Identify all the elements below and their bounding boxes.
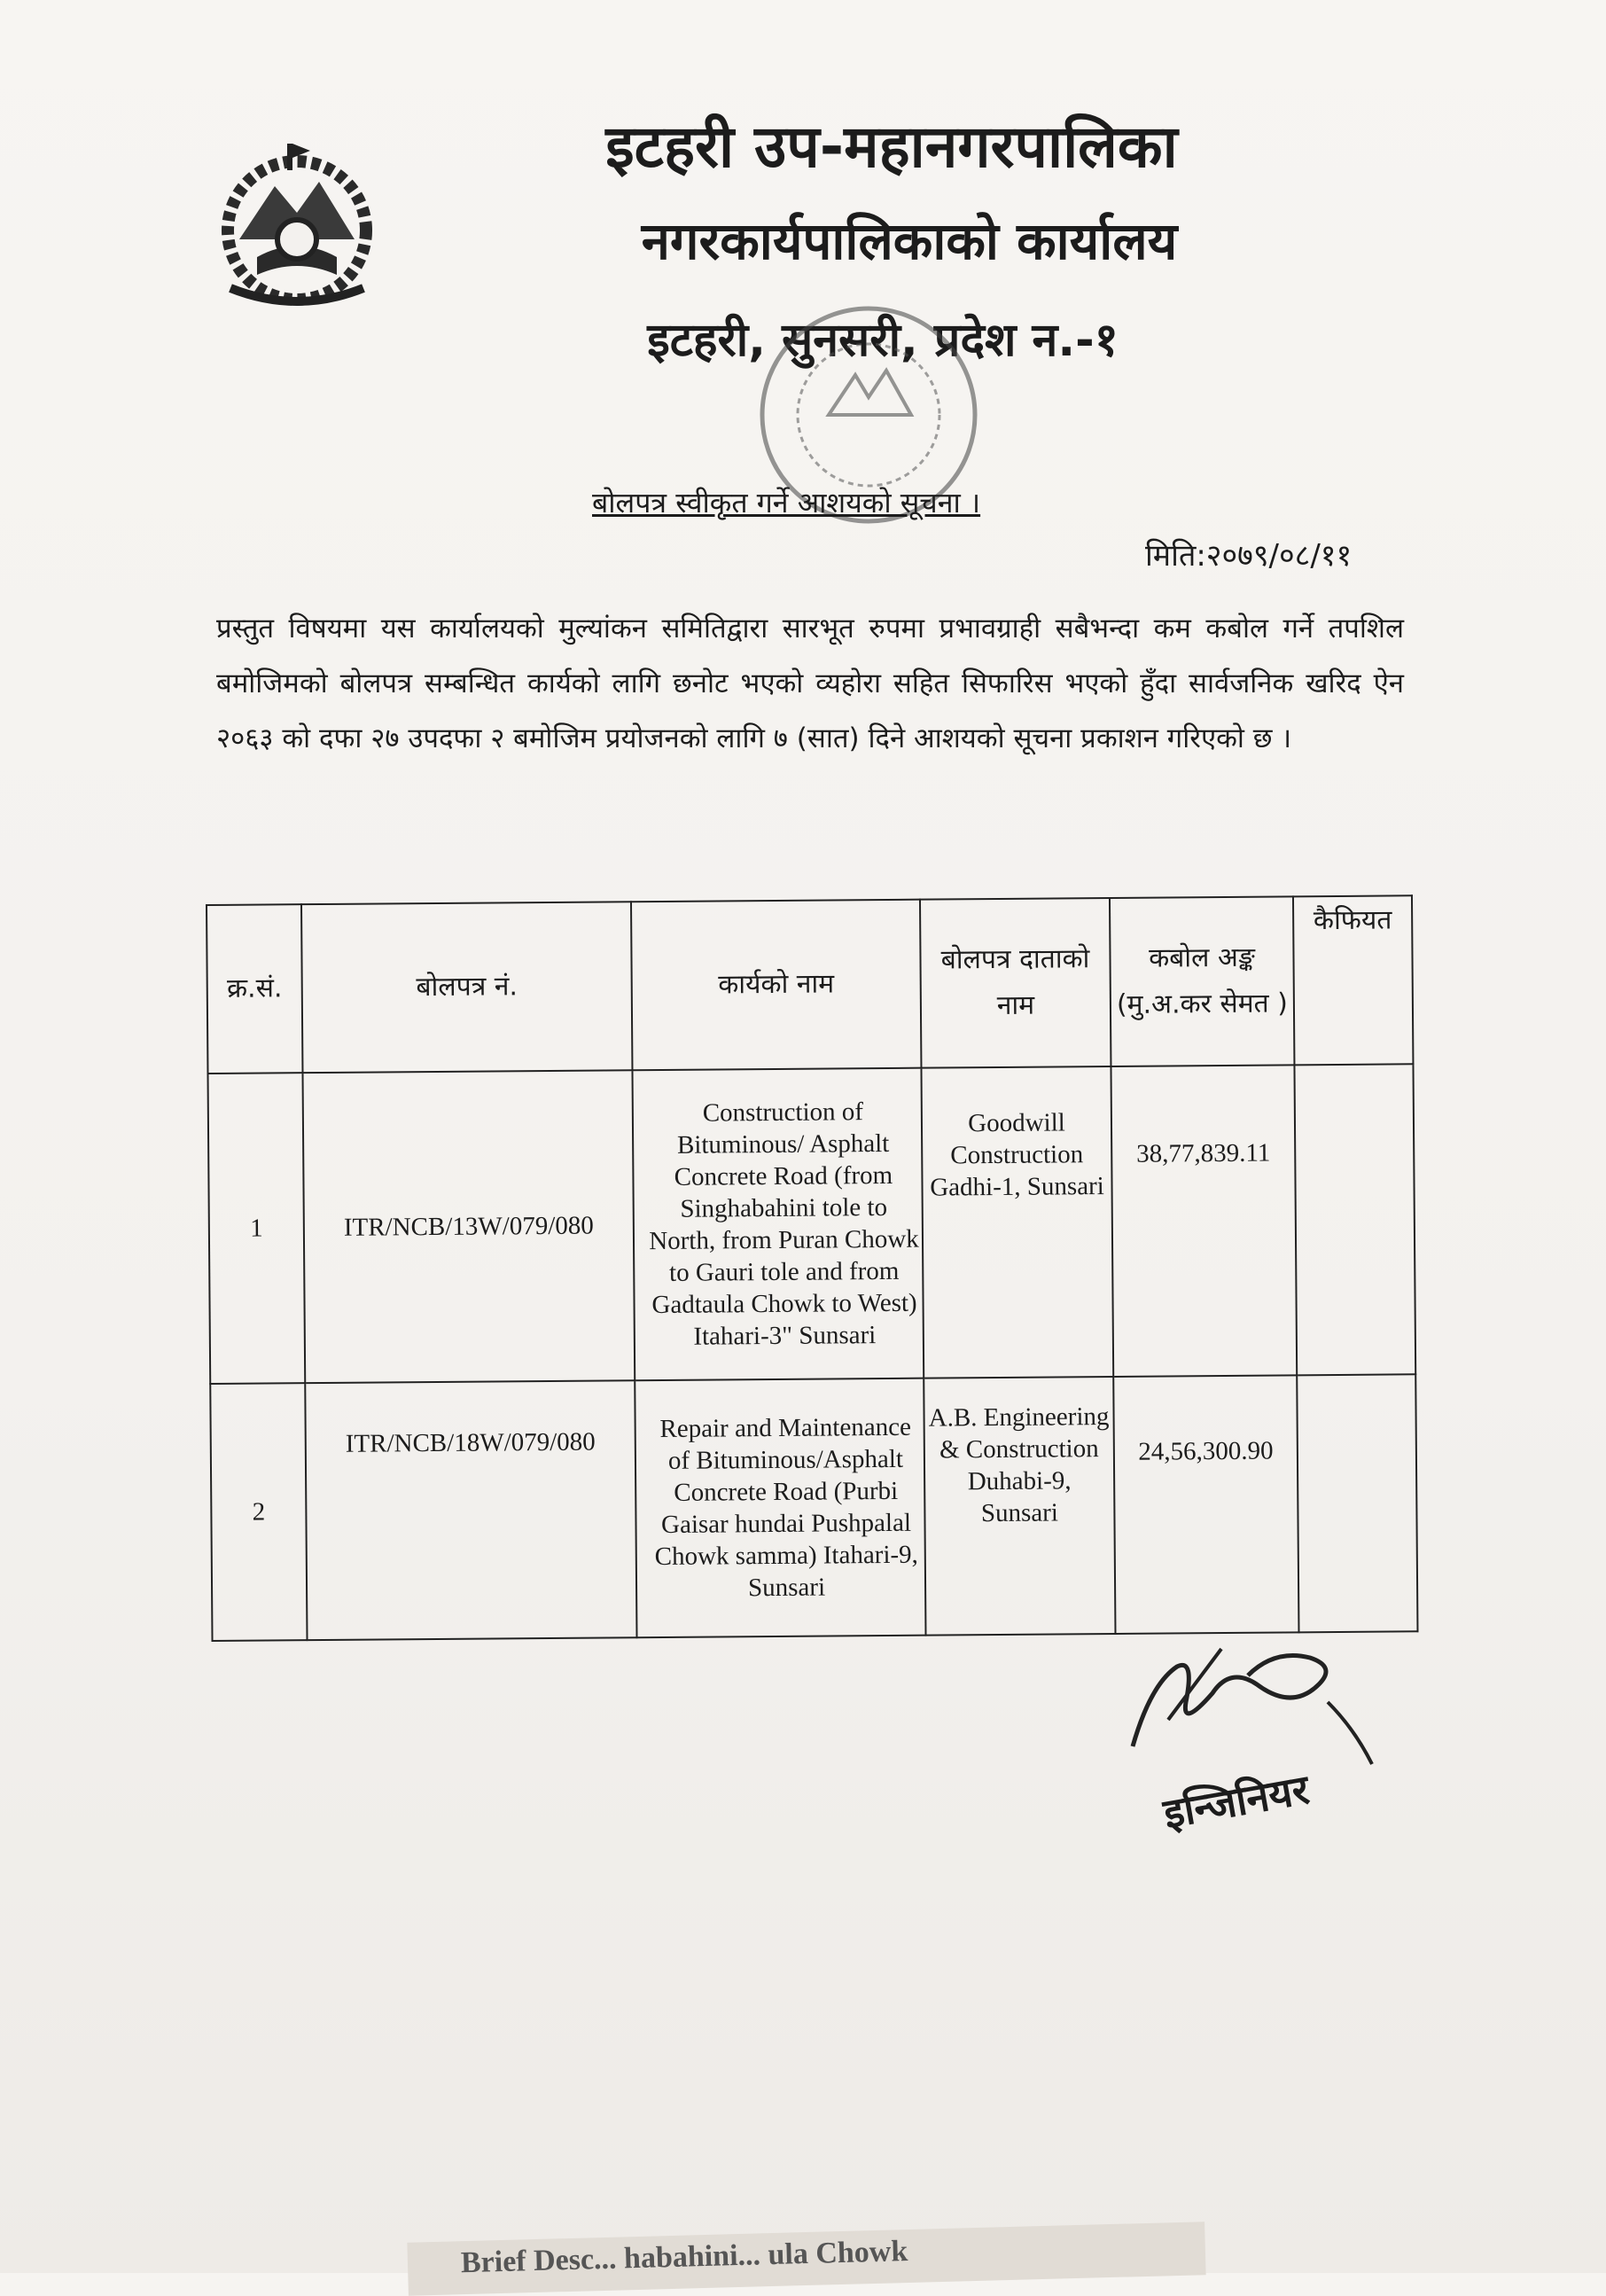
notice-date: मिति:२०७९/०८/११ [1145,538,1353,574]
row-remarks [1297,1374,1417,1632]
row-bidder: Goodwill Construction Gadhi-1, Sunsari [921,1066,1113,1378]
header-bidder: बोलपत्र दाताको नाम [920,898,1111,1068]
address-heading: इटहरी, सुनसरी, प्रदेश न.-१ [647,314,1119,367]
handwritten-signature [1115,1631,1381,1773]
row-bidder: A.B. Engineering & Construction Duhabi-9, Sunsari [924,1377,1115,1636]
row-bid-no: ITR/NCB/18W/079/080 [305,1380,636,1640]
row-sn: 1 [208,1073,306,1384]
row-work: Construction of Bituminous/ Asphalt Concrete Road (from Singhabahini tole to North, from Puran Chowk to Gauri tole and from Gadtaula Chowk to West) Itahari-3" Sunsari [632,1068,924,1381]
table-row [208,1064,1416,1384]
header-bid-no: बोलपत्र नं. [301,902,632,1073]
signatory-title: इन्जिनियर [1159,1765,1313,1838]
row-remarks [1294,1064,1415,1375]
row-bid-no: ITR/NCB/13W/079/080 [302,1070,635,1383]
row-amount: 38,77,839.11 [1111,1065,1297,1377]
table-row [210,1374,1417,1641]
table-header-row [207,895,1413,1074]
org-name-heading: इटहरी उप-महानगरपालिका [605,113,1178,181]
underlying-page-fragment [407,2222,1205,2296]
row-amount: 24,56,300.90 [1113,1375,1298,1634]
notice-subject: बोलपत्र स्वीकृत गर्ने आशयको सूचना । [592,486,981,519]
bid-table [206,894,1418,1642]
row-work: Repair and Maintenance of Bituminous/Asphalt Concrete Road (Purbi Gaisar hundai Pushpalal Chowk samma) Itahari-9, Sunsari [635,1378,925,1638]
office-heading: नगरकार्यपालिकाको कार्यालय [641,211,1178,271]
header-amount: कबोल अङ्क (मु.अ.कर सेमत ) [1110,896,1294,1066]
notice-body: प्रस्तुत विषयमा यस कार्यालयको मुल्यांकन समितिद्वारा सारभूत रुपमा प्रभावग्राही सबैभन्दा कम कबोल गर्ने तपशिल बमोजिमको बोलपत्र सम्बन्धित कार्यको लागि छनोट भएको व्यहोरा सहित सिफारिस भएको हुँदा सार्वजनिक खरिद ऐन २०६३ को दफा २७ उपदफा २ बमोजिम प्रयोजनको लागि ७ (सात) दिने आशयको सूचना प्रकाशन गरिएको छ । [216,613,1404,754]
header-remarks: कैफियत [1293,895,1413,1065]
underlying-page-text: Brief Desc... habahini... ula Chowk [460,2235,908,2280]
header-sn: क्र.सं. [207,904,302,1074]
header-work: कार्यको नाम [631,900,921,1071]
row-sn: 2 [210,1383,307,1641]
